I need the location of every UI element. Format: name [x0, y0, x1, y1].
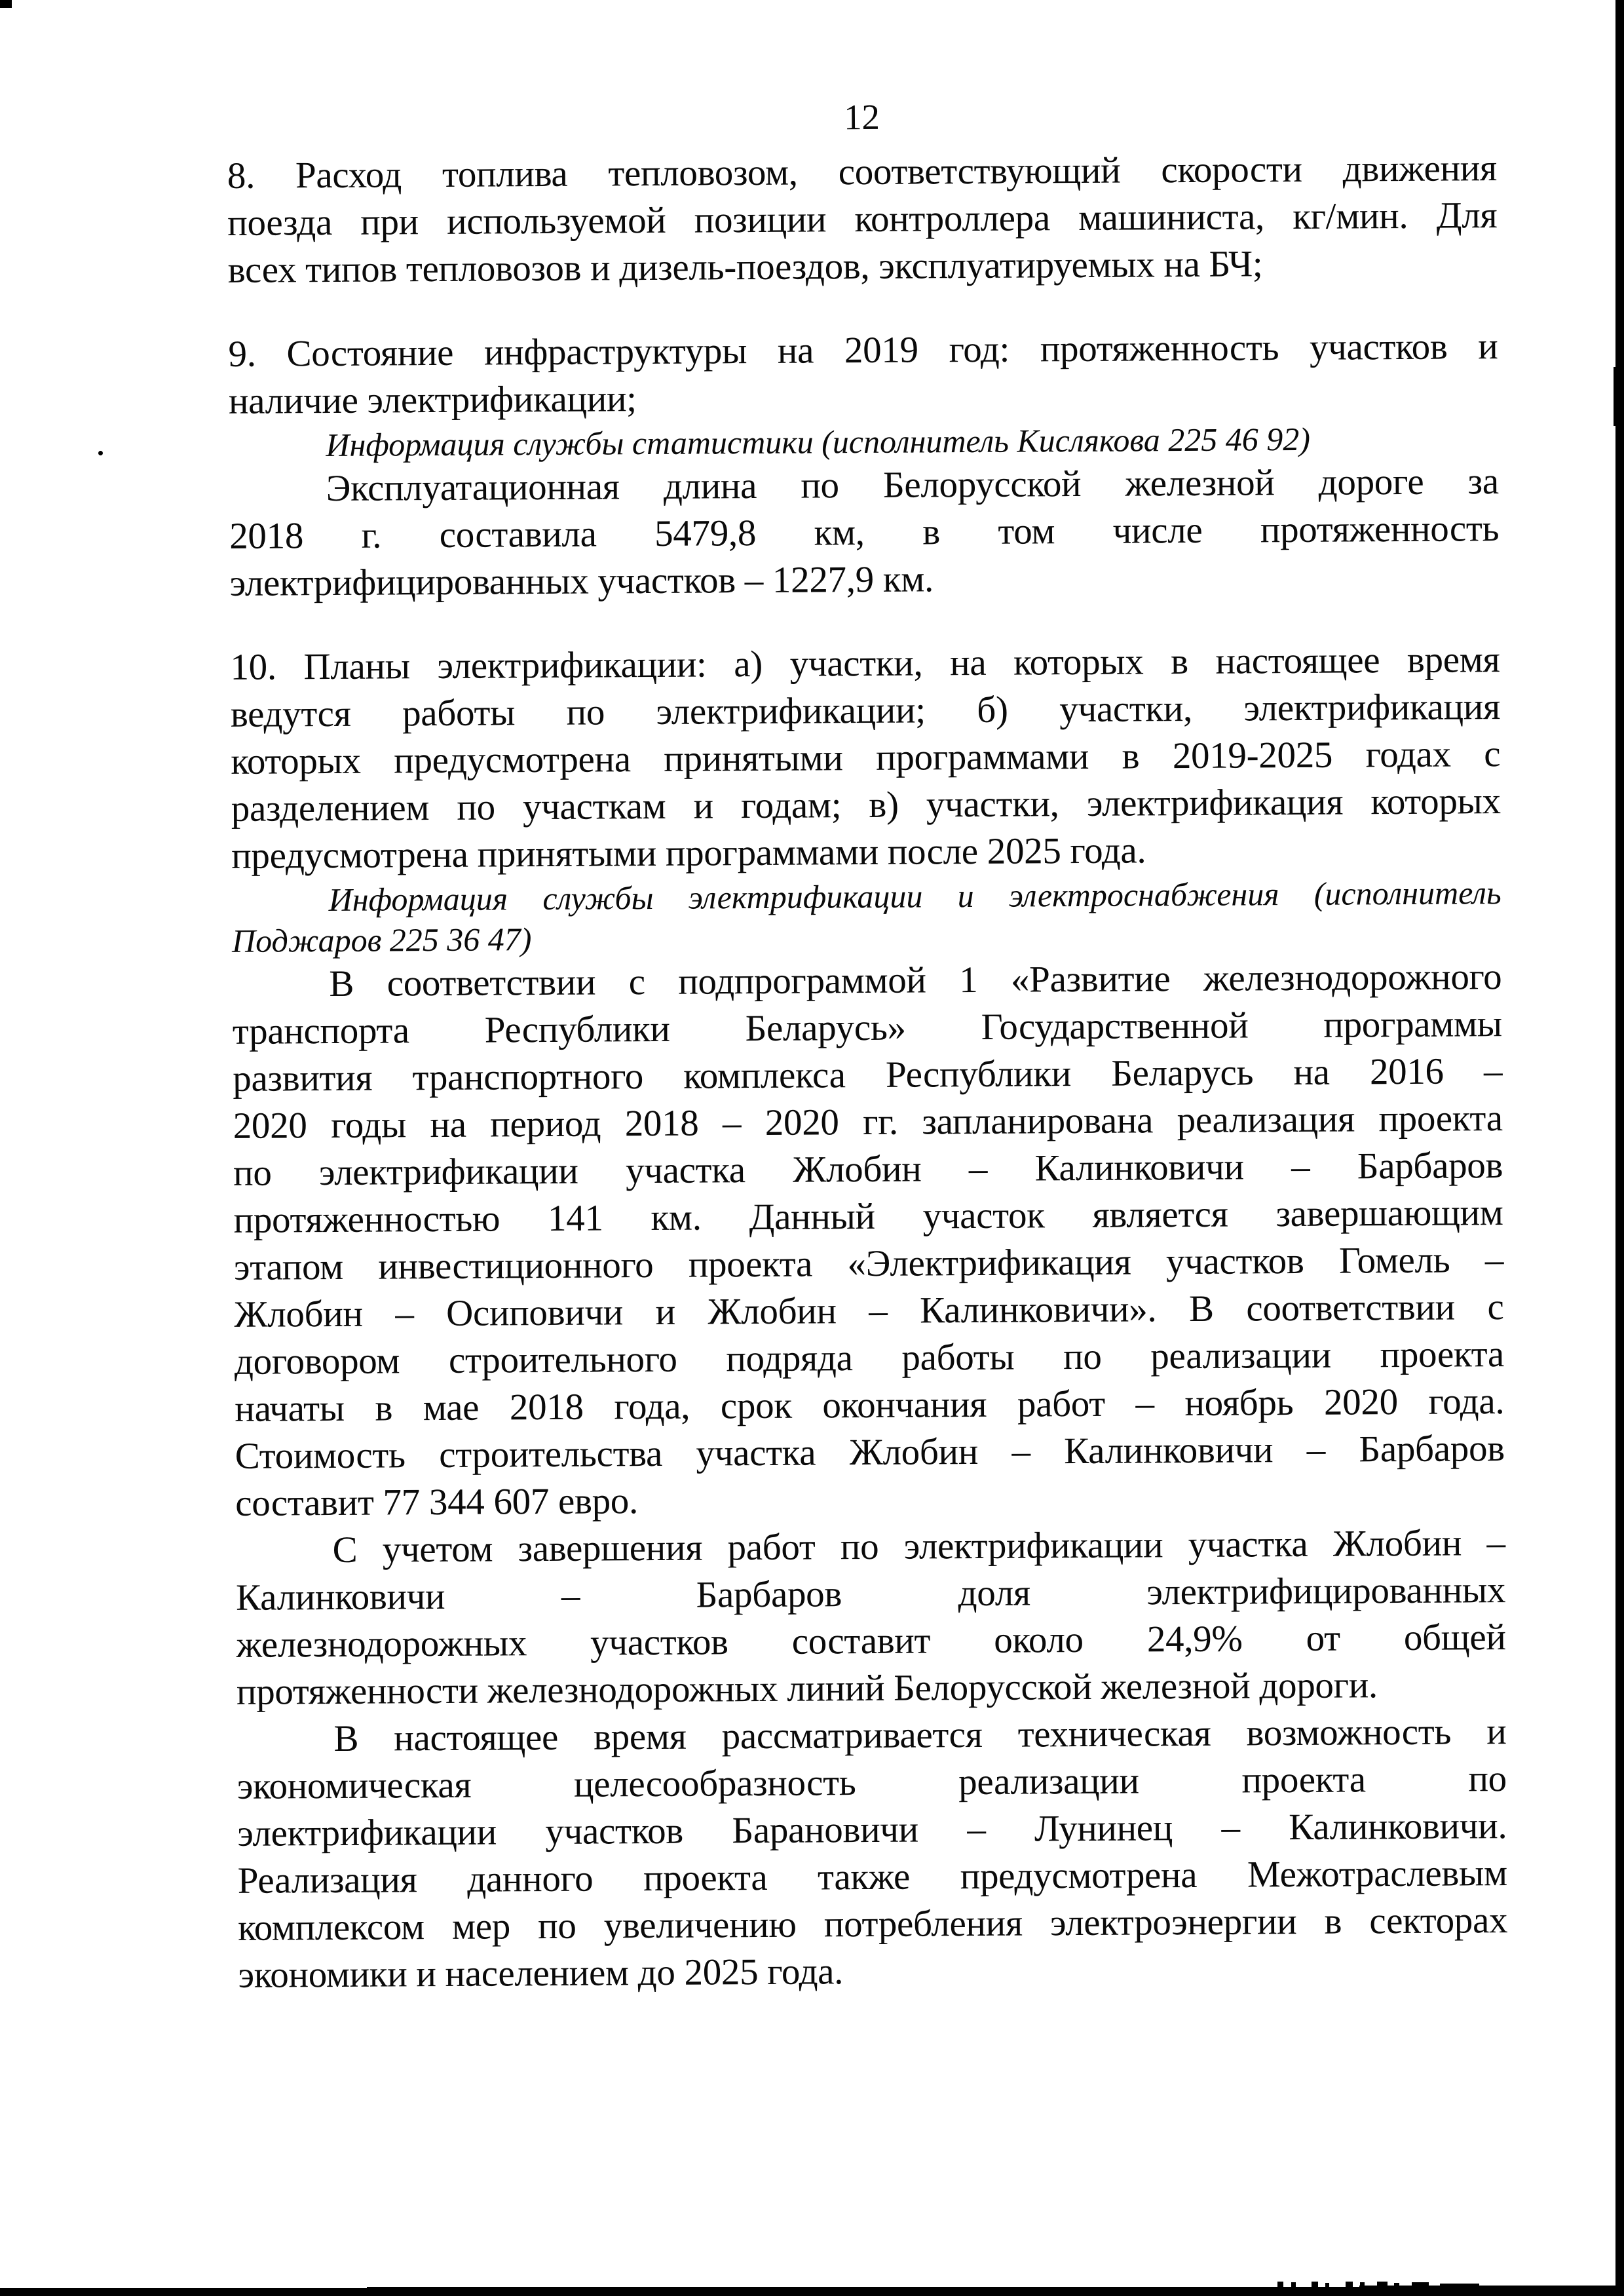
text-line: которых предусмотрена принятыми программами в 2019-2025 годах с [231, 733, 1501, 782]
text-line: протяженностью 141 км. Данный участок является завершающим [233, 1192, 1503, 1241]
text-line: 9. Состояние инфраструктуры на 2019 год: протяженность участков и [228, 326, 1498, 375]
text-line: начаты в мае 2018 года, срок окончания работ – ноябрь 2020 года. [235, 1381, 1505, 1430]
text-line: предусмотрена принятыми программами после 2025 года. [231, 830, 1146, 877]
text-line: Реализация данного проекта также предусмотрена Межотраслевым [237, 1852, 1507, 1902]
text-line: экономики и населением до 2025 года. [238, 1951, 844, 1996]
text-line: экономическая целесообразность реализации проекта по [236, 1758, 1507, 1807]
paragraph-10 [230, 636, 1508, 1999]
scan-corner-artifact [0, 0, 12, 8]
text-line: 2018 г. составила 5479,8 км, в том числе протяженность [229, 508, 1500, 557]
text-line: договором строительного подряда работы по реализации проекта [234, 1333, 1505, 1383]
text-line: В настоящее время рассматривается техническая возможность и [333, 1711, 1507, 1759]
paragraph-8 [227, 145, 1498, 294]
text-line: по электрификации участка Жлобин – Калинковичи – Барбаров [233, 1145, 1503, 1194]
document-text-block [227, 90, 1508, 1999]
text-line: поезда при используемой позиции контроллера машиниста, кг/мин. Для [227, 195, 1498, 244]
text-line: Информация службы электрификации и электроснабжения (исполнитель [328, 874, 1501, 919]
text-line: Поджаров 225 36 47) [231, 921, 532, 959]
text-line: Эксплуатационная длина по Белорусской железной дороге за [326, 461, 1499, 510]
scan-speck-artifact [98, 451, 103, 455]
scan-edge-right [1615, 0, 1624, 2296]
text-line: железнодорожных участков составит около 24,9% от общей [236, 1617, 1506, 1666]
text-line: Жлобин – Осиповичи и Жлобин – Калинковичи». В соответствии с [234, 1286, 1504, 1335]
text-body [227, 145, 1508, 1999]
text-line: 2020 годы на период 2018 – 2020 гг. запланирована реализация проекта [233, 1098, 1503, 1147]
text-line: развития транспортного комплекса Республики Беларусь на 2016 – [233, 1050, 1503, 1100]
text-line: электрифицированных участков – 1227,9 км. [229, 558, 934, 604]
text-line: С учетом завершения работ по электрификации участка Жлобин – [332, 1522, 1505, 1571]
text-line: всех типов тепловозов и дизель-поездов, эксплуатируемых на БЧ; [227, 243, 1263, 291]
text-line: наличие электрификации; [228, 378, 637, 422]
text-line: В соответствии с подпрограммой 1 «Развитие железнодорожного [329, 956, 1502, 1005]
paragraph-9 [228, 323, 1500, 607]
text-line: транспорта Республики Беларусь» Государственной программы [232, 1003, 1503, 1052]
text-line: Калинковичи – Барбаров доля электрифицированных [235, 1569, 1506, 1618]
text-line: разделением по участкам и годам; в) участки, электрификация которых [231, 780, 1501, 830]
text-line: протяженности железнодорожных линий Белорусской железной дороги. [236, 1664, 1378, 1713]
page-number: 12 [843, 96, 880, 138]
scan-edge-bottom [0, 2288, 1624, 2296]
text-line: 8. Расход топлива тепловозом, соответствующий скорости движения [227, 147, 1498, 197]
text-line: составит 77 344 607 евро. [235, 1480, 639, 1524]
text-line: комплексом мер по увеличению потребления электроэнергии в секторах [238, 1900, 1508, 1949]
text-line: Информация службы статистики (исполнитель Кислякова 225 46 92) [326, 420, 1311, 464]
text-line: 10. Планы электрификации: а) участки, на которых в настоящее время [230, 639, 1500, 688]
text-line: этапом инвестиционного проекта «Электрификация участков Гомель – [233, 1239, 1504, 1288]
text-line: Стоимость строительства участка Жлобин – Калинковичи – Барбаров [235, 1428, 1505, 1477]
text-line: ведутся работы по электрификации; б) участки, электрификация [230, 686, 1501, 735]
text-line: электрификации участков Барановичи – Лунинец – Калинковичи. [237, 1805, 1507, 1854]
